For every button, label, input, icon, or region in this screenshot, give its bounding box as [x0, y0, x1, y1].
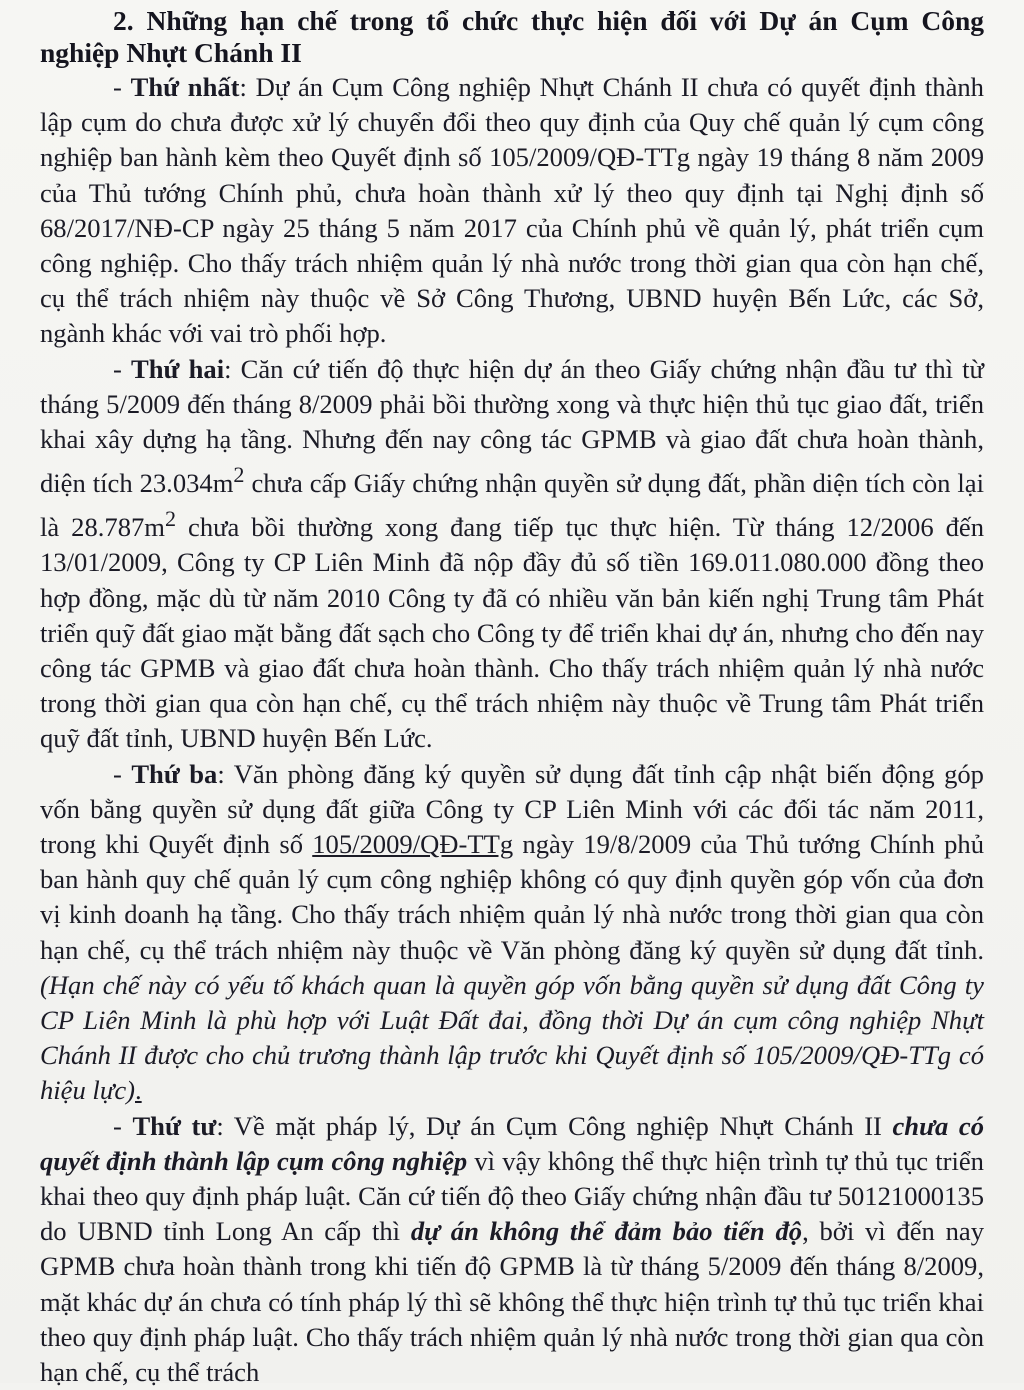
item-label: Thứ tư	[132, 1110, 217, 1141]
colon: :	[216, 1110, 234, 1141]
paragraph-end: .	[135, 1075, 142, 1106]
item-label: Thứ nhất	[130, 72, 240, 102]
colon: :	[224, 353, 241, 384]
underlined-decision-number: 105/2009/QĐ-TTg	[312, 828, 514, 859]
paragraph-thu-nhat	[40, 70, 984, 352]
section-heading: 2. Những hạn chế trong tổ chức thực hiện đối với Dự án Cụm Công nghiệp Nhựt Chánh II	[40, 5, 984, 68]
superscript: 2	[164, 506, 177, 532]
paragraph-thu-hai	[40, 352, 984, 757]
paragraph-text: chưa bồi thường xong đang tiếp tục thực hiện. Từ tháng 12/2006 đến 13/01/2009, Công ty CP Liên Minh đã nộp đầy đủ số tiền 169.011.080.000 đồng theo hợp đồng, mặc dù từ năm 2010 Công ty đã có nhiều văn bản kiến nghị Trung tâm Phát triển quỹ đất giao mặt bằng đất sạch cho Công ty để triển khai dự án, nhưng cho đến nay công tác GPMB và giao đất chưa hoàn thành. Cho thấy trách nhiệm quản lý nhà nước trong thời gian qua còn hạn chế, cụ thể trách nhiệm này thuộc về Trung tâm Phát triển quỹ đất tỉnh, UBND huyện Bến Lức.	[40, 512, 984, 754]
paragraph-text: Về mặt pháp lý, Dự án Cụm Công nghiệp Nhựt Chánh II	[233, 1110, 893, 1141]
colon: :	[217, 758, 234, 789]
dash: -	[113, 353, 131, 384]
emphasis-text: chưa có quyết định thành lập cụm công nghiệp	[40, 1110, 984, 1176]
paragraph-text: Căn cứ tiến độ thực hiện dự án theo Giấy chứng nhận đầu tư thì từ tháng 5/2009 đến tháng 8/2009 phải bồi thường xong và thực hiện thủ tục giao đất, triển khai xây dựng hạ tầng. Nhưng đến nay công tác GPMB và giao đất chưa hoàn thành, diện tích 23.034m	[40, 353, 984, 499]
dash: -	[113, 758, 132, 789]
emphasis-text: dự án không thể đảm bảo tiến độ	[410, 1216, 803, 1247]
item-label: Thứ ba	[131, 758, 218, 789]
dash: -	[113, 72, 131, 102]
item-label: Thứ hai	[131, 353, 225, 384]
paragraph-text: ngày 19/8/2009 của Thủ tướng Chính phủ ban hành quy chế quản lý cụm công nghiệp không có quy định quyền góp vốn của đơn vị kinh doanh hạ tầng. Cho thấy trách nhiệm quản lý nhà nước trong thời gian qua còn hạn chế, cụ thể trách nhiệm này thuộc về Văn phòng đăng ký quyền sử dụng đất tỉnh.	[40, 828, 985, 965]
paragraph-text: Dự án Cụm Công nghiệp Nhựt Chánh II chưa có quyết định thành lập cụm do chưa được xử lý chuyển đổi theo quy định của Quy chế quản lý cụm công nghiệp ban hành kèm theo Quyết định số 105/2009/QĐ-TTg ngày 19 tháng 8 năm 2009 của Thủ tướng Chính phủ, chưa hoàn thành xử lý theo quy định tại Nghị định số 68/2017/NĐ-CP ngày 25 tháng 5 năm 2017 của Chính phủ về quản lý, phát triển cụm công nghiệp. Cho thấy trách nhiệm quản lý nhà nước trong thời gian qua còn hạn chế, cụ thể trách nhiệm này thuộc về Sở Công Thương, UBND huyện Bến Lức, các Sở, ngành khác với vai trò phối hợp.	[40, 72, 984, 349]
paragraph-text: chưa cấp Giấy chứng nhận quyền sử dụng đất, phần diện tích còn lại là 28.787m	[40, 468, 985, 543]
superscript: 2	[233, 462, 245, 488]
italic-note: (Hạn chế này có yếu tố khách quan là quyền góp vốn bằng quyền sử dụng đất Công ty CP Liên Minh là phù hợp với Luật Đất đai, đồng thời Dự án cụm công nghiệp Nhựt Chánh II được cho chủ trương thành lập trước khi Quyết định số 105/2009/QĐ-TTg có hiệu lực)	[40, 969, 984, 1106]
paragraph-text: , bởi vì đến nay GPMB chưa hoàn thành trong khi tiến độ GPMB là từ tháng 5/2009 đến tháng 8/2009, mặt khác dự án chưa có tính pháp lý thì sẽ không thể thực hiện trình tự thủ tục triển khai theo quy định pháp luật. Cho thấy trách nhiệm quản lý nhà nước trong thời gian qua còn hạn chế, cụ thể trách	[40, 1216, 984, 1388]
colon: :	[239, 72, 256, 102]
paragraph-thu-ba	[40, 757, 984, 1109]
paragraph-text: Văn phòng đăng ký quyền sử dụng đất tỉnh cập nhật biến động góp vốn bằng quyền sử dụng đất giữa Công ty CP Liên Minh với các đối tác năm 2011, trong khi Quyết định số	[40, 758, 984, 859]
dash: -	[113, 1110, 133, 1141]
paragraph-text: vì vậy không thể thực hiện trình tự thủ tục triển khai theo quy định pháp luật. Căn cứ tiến độ theo Giấy chứng nhận đầu tư 50121000135 do UBND tỉnh Long An cấp thì	[40, 1145, 984, 1247]
paragraph-thu-tu	[40, 1109, 984, 1390]
